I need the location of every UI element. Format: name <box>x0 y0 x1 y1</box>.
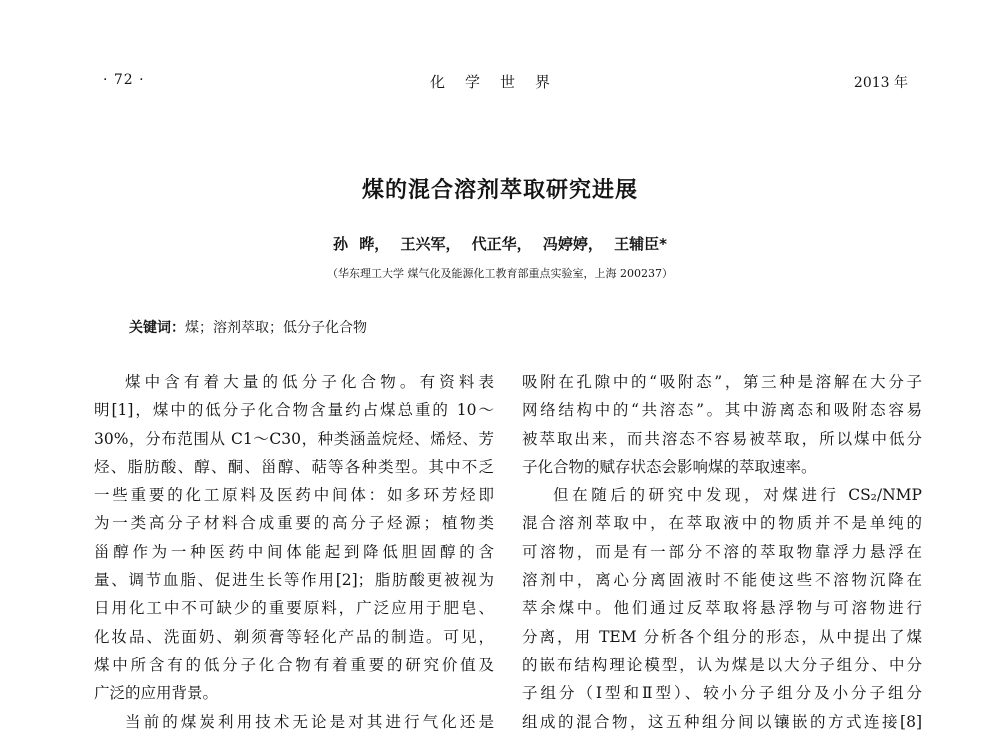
text-line: 萃余煤中。他们通过反萃取将悬浮物与可溶物进行 <box>522 599 922 618</box>
text-line: 甾醇作为一种医药中间体能起到降低胆固醇的含 <box>94 542 494 561</box>
text-line: 煤中含有着大量的低分子化合物。有资料表 <box>125 373 494 391</box>
left-column <box>94 368 494 736</box>
text-line: 子化合物的赋存状态会影响煤的萃取速率。 <box>522 457 817 476</box>
text-line: 但在随后的研究中发现，对煤进行 CS₂/NMP <box>553 486 922 505</box>
author-affiliation: （华东理工大学 煤气化及能源化工教育部重点实验室，上海 200237） <box>327 267 673 280</box>
keywords-label: 关键词： <box>129 320 185 336</box>
text-line: 子组分（Ⅰ型和Ⅱ型）、较小分子组分及小分子组分 <box>522 684 922 703</box>
text-line: 明[1]，煤中的低分子化合物含量约占煤总重的 10～ <box>94 401 494 420</box>
text-line: 可溶物，而是有一部分不溶的萃取物靠浮力悬浮在 <box>522 542 922 561</box>
text-line: 当前的煤炭利用技术无论是对其进行气化还是 <box>125 712 494 731</box>
text-line: 分离，用 TEM 分析各个组分的形态，从中提出了煤 <box>522 627 922 646</box>
text-line: 被萃取出来，而共溶态不容易被萃取，所以煤中低分 <box>522 429 922 448</box>
right-column <box>522 368 922 736</box>
text-line: 煤中所含有的低分子化合物有着重要的研究价值及 <box>94 655 494 674</box>
text-line: 化妆品、洗面奶、剃须膏等轻化产品的制造。可见， <box>94 627 494 646</box>
publication-year: 2013 年 <box>853 75 908 91</box>
keywords <box>129 317 367 337</box>
text-line: 网络结构中的“共溶态”。其中游离态和吸附态容易 <box>522 401 922 420</box>
text-line: 量、调节血脂、促进生长等作用[2]；脂肪酸更被视为 <box>94 571 494 590</box>
text-line: 广泛的应用背景。 <box>94 684 219 703</box>
journal-name: 化学世界 <box>429 73 570 91</box>
keywords-text: 煤；溶剂萃取；低分子化合物 <box>185 320 367 336</box>
text-line: 一些重要的化工原料及医药中间体：如多环芳烃即 <box>94 486 494 505</box>
article-title: 煤的混合溶剂萃取研究进展 <box>361 178 638 203</box>
text-line: 30%，分布范围从 C1～C30，种类涵盖烷烃、烯烃、芳 <box>94 429 494 448</box>
page-number: · 72 · <box>103 72 145 88</box>
text-line: 混合溶剂萃取中，在萃取液中的物质并不是单纯的 <box>522 514 922 533</box>
text-line: 烃、脂肪酸、醇、酮、甾醇、萜等各种类型。其中不乏 <box>94 457 494 476</box>
author-list: 孙 晔， 王兴军， 代正华， 冯婷婷， 王辅臣* <box>333 235 667 253</box>
text-line: 溶剂中，离心分离固液时不能使这些不溶物沉降在 <box>522 571 922 590</box>
text-line: 的嵌布结构理论模型，认为煤是以大分子组分、中分 <box>522 655 922 674</box>
text-line: 组成的混合物，这五种组分间以镶嵌的方式连接[8] <box>522 712 922 731</box>
text-line: 为一类高分子材料合成重要的高分子烃源；植物类 <box>94 514 494 533</box>
text-line: 吸附在孔隙中的“吸附态”，第三种是溶解在大分子 <box>522 373 922 391</box>
text-line: 日用化工中不可缺少的重要原料，广泛应用于肥皂、 <box>94 599 494 618</box>
